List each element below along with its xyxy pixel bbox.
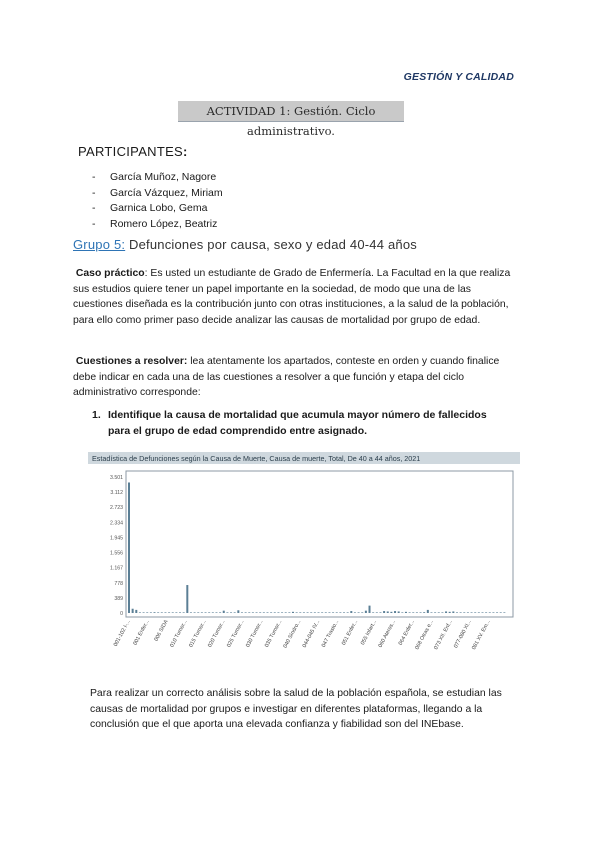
chart-bar	[252, 612, 254, 613]
chart-bar	[219, 612, 221, 613]
chart-bar	[256, 612, 258, 613]
x-tick-label: 060 Ateros...	[377, 619, 398, 649]
chart-bar	[150, 612, 152, 613]
chart-bar	[420, 612, 422, 613]
participant-name: García Muñoz, Nagore	[110, 171, 217, 183]
question-number: 1.	[92, 409, 101, 421]
chart-bar	[350, 611, 352, 613]
mortality-chart	[88, 452, 520, 677]
chart-bar	[139, 612, 141, 613]
header-tag: GESTIÓN Y CALIDAD	[403, 71, 514, 83]
chart-bar	[390, 612, 392, 613]
chart-bar	[146, 612, 148, 613]
x-tick-label: 051 Enfer...	[340, 619, 360, 647]
chart-bar	[128, 482, 130, 613]
chart-bar	[409, 612, 411, 613]
chart-bar	[445, 611, 447, 613]
group-label: Grupo 5:	[73, 237, 126, 252]
chart-bar	[430, 612, 432, 613]
participant-item	[92, 201, 223, 217]
list-dash: -	[92, 217, 96, 230]
chart-bar	[343, 612, 345, 613]
x-tick-label: 081 XV. Em...	[471, 619, 492, 651]
chart-bar	[208, 612, 210, 613]
question-line-1: Identifique la causa de mortalidad que acumula mayor número de fallecidos	[108, 409, 487, 421]
chart-bar	[452, 611, 454, 613]
participant-item	[92, 170, 223, 186]
participants-title-text: PARTICIPANTES	[78, 144, 184, 159]
chart-bar	[492, 612, 494, 613]
chart-bar	[328, 612, 330, 613]
chart-bar	[186, 585, 188, 613]
questions-label: Cuestiones a resolver:	[75, 356, 188, 367]
chart-bar	[405, 612, 407, 613]
chart-bar	[296, 612, 298, 613]
chart-bar	[361, 612, 363, 613]
chart-bar	[230, 612, 232, 613]
chart-bar	[358, 612, 360, 613]
chart-bar	[463, 612, 465, 613]
chart-title: Estadística de Defunciones según la Causa de Muerte, Causa de muerte, Total, De 40 a 44 años, 2021	[92, 454, 421, 463]
chart-bar	[489, 612, 491, 613]
chart-bar	[157, 612, 159, 613]
chart-bar	[263, 612, 265, 613]
chart-bar	[434, 612, 436, 613]
chart-bar	[379, 612, 381, 613]
chart-bar	[183, 612, 185, 613]
chart-bar	[354, 612, 356, 613]
chart-bar	[456, 612, 458, 613]
y-tick-label: 389	[114, 595, 123, 602]
case-study-text: : Es usted un estudiante de Grado de Enfermería. La Facultad en la que realiza sus estudios quiere tener un papel importante en la sociedad, de modo que una de las cuestiones diseñada es la contribución junto con otras instituciones, a la salud de la población, para ello como primer paso decide analizar las causas de mortalidad por grupo de edad.	[73, 268, 511, 326]
chart-bar	[441, 612, 443, 613]
chart-bar	[485, 612, 487, 613]
x-tick-label: 030 Tumor...	[245, 619, 265, 649]
x-tick-label: 001 Enfer...	[132, 619, 151, 647]
chart-bar	[339, 612, 341, 613]
chart-bar	[259, 612, 261, 613]
chart-bar	[318, 612, 320, 613]
chart-bar	[190, 612, 192, 613]
x-tick-label: 006 SIDA	[153, 619, 170, 643]
chart-bar	[288, 612, 290, 613]
chart-bar	[285, 612, 287, 613]
participants-title	[78, 144, 188, 159]
chart-bar	[394, 611, 396, 613]
group-text: Defunciones por causa, sexo y edad 40-44 años	[125, 237, 417, 252]
chart-bar	[383, 611, 385, 613]
list-dash: -	[92, 186, 96, 199]
chart-bar	[215, 612, 217, 613]
chart-bar	[438, 612, 440, 613]
participant-item	[92, 186, 223, 202]
chart-bar	[314, 612, 316, 613]
chart-bar	[387, 611, 389, 613]
y-tick-label: 2.334	[110, 520, 123, 527]
chart-bar	[372, 612, 374, 613]
closing-paragraph: Para realizar un correcto análisis sobre la salud de la población española, se estudian las causas de mortalidad por grupos e investigar en diferentes plataformas, llegando a la conclusión que el que aporta una elevada confianza y fiabilidad son del INEbase.	[90, 688, 502, 731]
x-tick-label: 055 Infart...	[360, 619, 379, 647]
chart-bar	[365, 611, 367, 613]
case-study-label: Caso práctico	[75, 268, 145, 279]
participant-item	[92, 217, 223, 233]
participant-name: García Vázquez, Miriam	[110, 186, 223, 199]
chart-bar	[245, 612, 247, 613]
chart-bar	[223, 611, 225, 613]
chart-bar	[154, 612, 156, 613]
chart-bar	[164, 612, 166, 613]
chart-bar	[270, 612, 272, 613]
question-line-2: para el grupo de edad comprendido entre asignado.	[108, 424, 368, 437]
x-tick-label: 077-080 XI...	[453, 619, 473, 650]
chart-bar	[161, 612, 163, 613]
questions-paragraph	[73, 354, 523, 401]
chart-bar	[201, 612, 203, 613]
y-tick-label: 2.723	[110, 505, 123, 512]
chart-bar	[398, 611, 400, 613]
chart-bar	[194, 612, 196, 613]
chart-bar	[332, 612, 334, 613]
chart-bar	[412, 612, 414, 613]
chart-bar	[474, 612, 476, 613]
group-heading	[73, 237, 417, 252]
participant-name: Garnica Lobo, Gema	[110, 202, 208, 214]
x-tick-label: 047 Trasto...	[320, 619, 341, 649]
x-tick-label: 015 Tumor...	[188, 619, 208, 649]
y-tick-label: 3.112	[110, 490, 123, 497]
chart-bar	[226, 612, 228, 613]
y-tick-label: 3.501	[110, 475, 123, 481]
chart-bar	[281, 612, 283, 613]
x-tick-label: 044-045 IV...	[301, 619, 322, 649]
x-tick-label: 020 Tumor...	[207, 619, 227, 649]
chart-bar	[172, 612, 174, 613]
list-dash: -	[92, 171, 96, 183]
chart-bar	[299, 612, 301, 613]
chart-bar	[481, 612, 483, 613]
chart-bar	[212, 612, 214, 613]
x-tick-label: 073 XII. Enf...	[433, 619, 454, 651]
chart-bar	[197, 612, 199, 613]
chart-bar	[471, 612, 473, 613]
y-tick-label: 1.167	[110, 565, 123, 572]
chart-bar	[369, 606, 371, 613]
chart-bar	[503, 612, 505, 613]
participants-title-colon: :	[183, 144, 188, 159]
chart-bar	[427, 610, 429, 613]
x-tick-label: 064 Enfer...	[397, 619, 417, 647]
x-tick-label: 035 Tumor...	[263, 619, 284, 649]
x-tick-label: 010 Tumor...	[169, 619, 189, 649]
chart-bar	[179, 612, 181, 613]
chart-bar	[347, 612, 349, 613]
chart-bar	[496, 612, 498, 613]
chart-bar	[234, 612, 236, 613]
chart-bar	[303, 612, 305, 613]
chart-bar	[321, 612, 323, 613]
chart-bar	[401, 612, 403, 613]
chart-bar	[143, 612, 145, 613]
chart-bar	[478, 612, 480, 613]
chart-bar	[132, 609, 134, 613]
chart-bar	[292, 612, 294, 613]
y-tick-label: 1.945	[110, 535, 123, 542]
chart-bar	[416, 612, 418, 613]
y-tick-label: 1.556	[110, 550, 123, 557]
list-dash: -	[92, 202, 96, 214]
x-tick-label: 001-102 I-...	[112, 619, 132, 648]
chart-bar	[205, 612, 207, 613]
chart-bar	[135, 610, 137, 613]
chart-bar	[175, 612, 177, 613]
chart-bar	[336, 612, 338, 613]
chart-bar	[237, 610, 239, 613]
chart-bar	[467, 612, 469, 613]
x-tick-label: 040 Síndro...	[282, 619, 303, 650]
chart-bar	[376, 612, 378, 613]
chart-bar	[274, 612, 276, 613]
y-tick-label: 0	[120, 611, 123, 617]
chart-bar	[266, 612, 268, 613]
participant-name: Romero López, Beatriz	[110, 217, 218, 230]
x-tick-label: 068 Otras e...	[414, 619, 435, 651]
chart-bar	[325, 612, 327, 613]
questions-text: lea atentamente los apartados, conteste en orden y cuando finalice debe indicar en cada una de las cuestiones a resolver a que función y etapa del ciclo administrativo corresponde:	[73, 356, 500, 399]
chart-bar	[449, 612, 451, 613]
chart-bar	[310, 612, 312, 613]
activity-title: ACTIVIDAD 1: Gestión. Ciclo administrativo.	[178, 101, 404, 122]
chart-bar	[168, 612, 170, 613]
chart-bar	[248, 612, 250, 613]
plot-frame	[126, 471, 513, 617]
chart-bar	[277, 612, 279, 613]
chart-bar	[500, 612, 502, 613]
participants-list	[92, 170, 223, 232]
chart-bar	[460, 612, 462, 613]
case-study-paragraph	[73, 266, 523, 328]
question-1	[92, 408, 512, 439]
chart-bar	[241, 612, 243, 613]
x-tick-label: 025 Tumor...	[226, 619, 246, 649]
chart-bar	[423, 612, 425, 613]
chart-bar	[307, 612, 309, 613]
y-tick-label: 778	[114, 580, 123, 587]
